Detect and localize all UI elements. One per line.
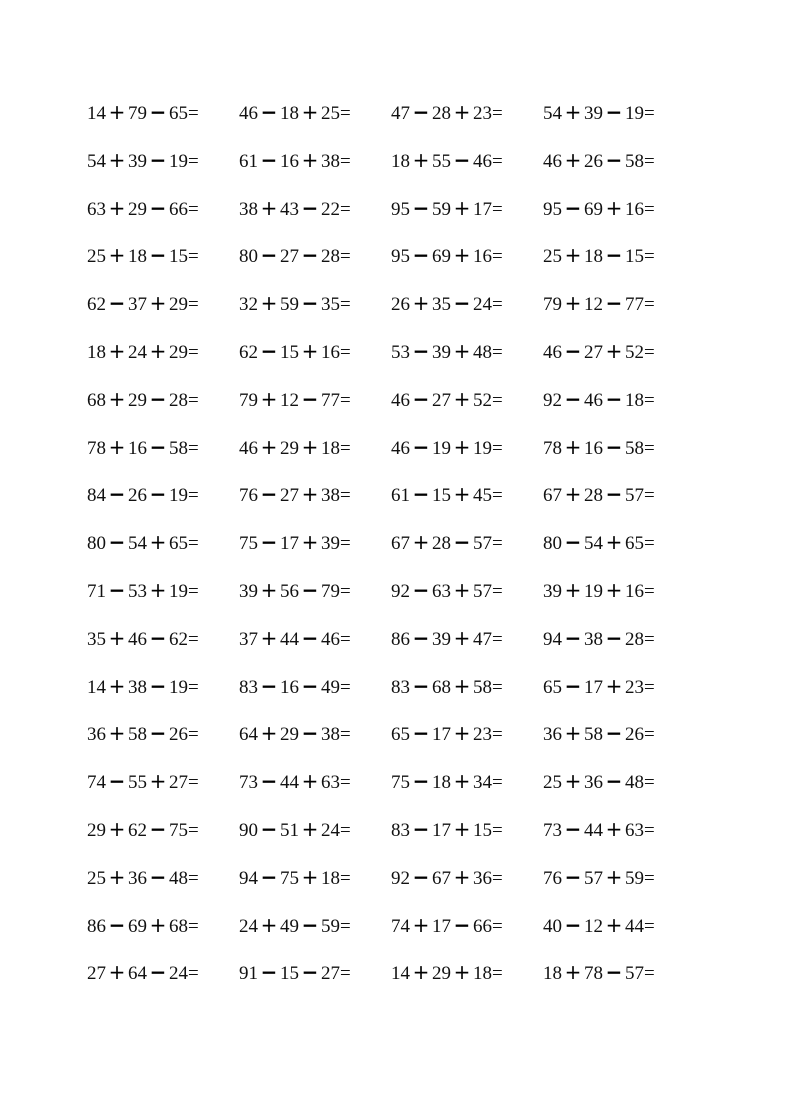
- arithmetic-problem: 25 + 36 − 48=: [543, 769, 655, 794]
- minus-sign: −: [605, 960, 623, 985]
- arithmetic-problem: 95 − 69 + 16=: [391, 243, 503, 268]
- arithmetic-problem: 53 − 39 + 48=: [391, 338, 503, 363]
- arithmetic-problem: 92 − 63 + 57=: [391, 577, 503, 602]
- minus-sign: −: [260, 960, 278, 985]
- plus-sign: +: [108, 864, 126, 889]
- minus-sign: −: [412, 721, 430, 746]
- plus-sign: +: [453, 577, 471, 602]
- arithmetic-problem: 29 + 62 − 75=: [87, 816, 199, 841]
- plus-sign: +: [260, 721, 278, 746]
- problem-row: [87, 98, 727, 146]
- plus-sign: +: [412, 960, 430, 985]
- plus-sign: +: [453, 100, 471, 124]
- plus-sign: +: [149, 530, 167, 555]
- plus-sign: +: [108, 960, 126, 985]
- problem-row: [87, 337, 727, 385]
- minus-sign: −: [149, 482, 167, 507]
- minus-sign: −: [605, 386, 623, 411]
- arithmetic-problem: 46 − 27 + 52=: [391, 386, 503, 411]
- minus-sign: −: [605, 482, 623, 507]
- minus-sign: −: [260, 530, 278, 555]
- plus-sign: +: [453, 386, 471, 411]
- arithmetic-problem: 92 − 67 + 36=: [391, 864, 503, 889]
- arithmetic-problem: 64 + 29 − 38=: [239, 721, 351, 746]
- arithmetic-problem: 78 + 16 − 58=: [543, 434, 655, 459]
- arithmetic-problem: 95 − 69 + 16=: [543, 195, 655, 220]
- arithmetic-problem: 80 − 27 − 28=: [239, 243, 351, 268]
- plus-sign: +: [301, 147, 319, 172]
- arithmetic-problem: 67 + 28 − 57=: [391, 530, 503, 555]
- minus-sign: −: [412, 482, 430, 507]
- arithmetic-problem: 78 + 16 − 58=: [87, 434, 199, 459]
- minus-sign: −: [301, 960, 319, 985]
- minus-sign: −: [260, 482, 278, 507]
- plus-sign: +: [260, 386, 278, 411]
- minus-sign: −: [605, 434, 623, 459]
- minus-sign: −: [412, 243, 430, 268]
- arithmetic-problem: 86 − 69 + 68=: [87, 912, 199, 937]
- plus-sign: +: [453, 434, 471, 459]
- arithmetic-problem: 46 − 18 + 25=: [239, 100, 351, 124]
- arithmetic-problem: 25 + 36 − 48=: [87, 864, 199, 889]
- plus-sign: +: [605, 195, 623, 220]
- arithmetic-problem: 18 + 24 + 29=: [87, 338, 199, 363]
- plus-sign: +: [605, 816, 623, 841]
- minus-sign: −: [149, 625, 167, 650]
- arithmetic-problem: 40 − 12 + 44=: [543, 912, 655, 937]
- problem-row: [87, 958, 727, 1006]
- plus-sign: +: [605, 864, 623, 889]
- arithmetic-problem: 79 + 12 − 77=: [543, 291, 655, 316]
- plus-sign: +: [412, 530, 430, 555]
- arithmetic-problem: 73 − 44 + 63=: [239, 769, 351, 794]
- problem-row: [87, 480, 727, 528]
- plus-sign: +: [260, 625, 278, 650]
- arithmetic-problem: 14 + 79 − 65=: [87, 100, 199, 124]
- problem-row: [87, 863, 727, 911]
- minus-sign: −: [301, 386, 319, 411]
- arithmetic-problem: 65 − 17 + 23=: [543, 673, 655, 698]
- minus-sign: −: [260, 769, 278, 794]
- plus-sign: +: [301, 769, 319, 794]
- minus-sign: −: [301, 291, 319, 316]
- arithmetic-problem: 38 + 43 − 22=: [239, 195, 351, 220]
- arithmetic-problem: 46 − 27 + 52=: [543, 338, 655, 363]
- minus-sign: −: [260, 243, 278, 268]
- plus-sign: +: [108, 195, 126, 220]
- arithmetic-problem: 76 − 57 + 59=: [543, 864, 655, 889]
- arithmetic-problem: 61 − 15 + 45=: [391, 482, 503, 507]
- minus-sign: −: [149, 147, 167, 172]
- plus-sign: +: [260, 577, 278, 602]
- arithmetic-problem: 36 + 58 − 26=: [87, 721, 199, 746]
- plus-sign: +: [564, 482, 582, 507]
- minus-sign: −: [412, 338, 430, 363]
- plus-sign: +: [453, 864, 471, 889]
- minus-sign: −: [412, 577, 430, 602]
- minus-sign: −: [149, 673, 167, 698]
- arithmetic-problem: 95 − 59 + 17=: [391, 195, 503, 220]
- plus-sign: +: [453, 673, 471, 698]
- problem-row: [87, 767, 727, 815]
- plus-sign: +: [453, 195, 471, 220]
- minus-sign: −: [149, 864, 167, 889]
- minus-sign: −: [260, 100, 278, 124]
- plus-sign: +: [564, 577, 582, 602]
- plus-sign: +: [564, 100, 582, 124]
- plus-sign: +: [260, 195, 278, 220]
- problem-row: [87, 194, 727, 242]
- minus-sign: −: [149, 100, 167, 124]
- arithmetic-problem: 75 − 18 + 34=: [391, 769, 503, 794]
- plus-sign: +: [453, 338, 471, 363]
- arithmetic-problem: 47 − 28 + 23=: [391, 100, 503, 124]
- minus-sign: −: [605, 769, 623, 794]
- plus-sign: +: [301, 434, 319, 459]
- arithmetic-problem: 74 − 55 + 27=: [87, 769, 199, 794]
- minus-sign: −: [260, 338, 278, 363]
- minus-sign: −: [412, 673, 430, 698]
- minus-sign: −: [605, 100, 623, 124]
- minus-sign: −: [301, 243, 319, 268]
- arithmetic-problem: 94 − 38 − 28=: [543, 625, 655, 650]
- minus-sign: −: [605, 625, 623, 650]
- minus-sign: −: [605, 291, 623, 316]
- plus-sign: +: [605, 338, 623, 363]
- problem-row: [87, 719, 727, 767]
- problem-row: [87, 433, 727, 481]
- arithmetic-problem: 80 − 54 + 65=: [87, 530, 199, 555]
- plus-sign: +: [149, 769, 167, 794]
- arithmetic-problem: 18 + 78 − 57=: [543, 960, 655, 985]
- problem-row: [87, 624, 727, 672]
- arithmetic-problem: 71 − 53 + 19=: [87, 577, 199, 602]
- minus-sign: −: [301, 625, 319, 650]
- plus-sign: +: [260, 291, 278, 316]
- minus-sign: −: [564, 530, 582, 555]
- plus-sign: +: [605, 530, 623, 555]
- arithmetic-problem: 62 − 15 + 16=: [239, 338, 351, 363]
- arithmetic-problem: 54 + 39 − 19=: [87, 147, 199, 172]
- arithmetic-problem: 62 − 37 + 29=: [87, 291, 199, 316]
- plus-sign: +: [301, 482, 319, 507]
- problem-row: [87, 815, 727, 863]
- arithmetic-problem: 73 − 44 + 63=: [543, 816, 655, 841]
- arithmetic-problem: 26 + 35 − 24=: [391, 291, 503, 316]
- arithmetic-problem: 79 + 12 − 77=: [239, 386, 351, 411]
- minus-sign: −: [412, 434, 430, 459]
- minus-sign: −: [453, 912, 471, 937]
- plus-sign: +: [108, 625, 126, 650]
- plus-sign: +: [605, 577, 623, 602]
- problem-row: [87, 241, 727, 289]
- minus-sign: −: [301, 577, 319, 602]
- arithmetic-problem: 14 + 38 − 19=: [87, 673, 199, 698]
- minus-sign: −: [108, 530, 126, 555]
- minus-sign: −: [260, 673, 278, 698]
- minus-sign: −: [412, 195, 430, 220]
- minus-sign: −: [301, 673, 319, 698]
- minus-sign: −: [301, 195, 319, 220]
- arithmetic-problem: 67 + 28 − 57=: [543, 482, 655, 507]
- plus-sign: +: [149, 912, 167, 937]
- arithmetic-problem: 74 + 17 − 66=: [391, 912, 503, 937]
- minus-sign: −: [412, 100, 430, 124]
- minus-sign: −: [149, 243, 167, 268]
- plus-sign: +: [108, 147, 126, 172]
- minus-sign: −: [260, 816, 278, 841]
- arithmetic-problem: 39 + 19 + 16=: [543, 577, 655, 602]
- arithmetic-problem: 54 + 39 − 19=: [543, 100, 655, 124]
- minus-sign: −: [149, 816, 167, 841]
- minus-sign: −: [301, 721, 319, 746]
- plus-sign: +: [605, 912, 623, 937]
- plus-sign: +: [412, 912, 430, 937]
- arithmetic-problem: 68 + 29 − 28=: [87, 386, 199, 411]
- plus-sign: +: [108, 386, 126, 411]
- arithmetic-problem: 46 + 26 − 58=: [543, 147, 655, 172]
- plus-sign: +: [108, 243, 126, 268]
- plus-sign: +: [108, 673, 126, 698]
- plus-sign: +: [564, 291, 582, 316]
- arithmetic-problem: 37 + 44 − 46=: [239, 625, 351, 650]
- problem-row: [87, 385, 727, 433]
- minus-sign: −: [260, 864, 278, 889]
- arithmetic-problem: 46 − 19 + 19=: [391, 434, 503, 459]
- minus-sign: −: [412, 816, 430, 841]
- plus-sign: +: [564, 243, 582, 268]
- plus-sign: +: [564, 769, 582, 794]
- plus-sign: +: [453, 769, 471, 794]
- arithmetic-problem: 46 + 29 + 18=: [239, 434, 351, 459]
- minus-sign: −: [412, 386, 430, 411]
- minus-sign: −: [564, 912, 582, 937]
- minus-sign: −: [412, 769, 430, 794]
- minus-sign: −: [564, 864, 582, 889]
- plus-sign: +: [149, 338, 167, 363]
- arithmetic-problem: 63 + 29 − 66=: [87, 195, 199, 220]
- arithmetic-problem: 94 − 75 + 18=: [239, 864, 351, 889]
- plus-sign: +: [108, 816, 126, 841]
- arithmetic-problem: 91 − 15 − 27=: [239, 960, 351, 985]
- plus-sign: +: [564, 960, 582, 985]
- arithmetic-problem: 83 − 17 + 15=: [391, 816, 503, 841]
- plus-sign: +: [108, 721, 126, 746]
- plus-sign: +: [301, 338, 319, 363]
- plus-sign: +: [108, 434, 126, 459]
- minus-sign: −: [149, 721, 167, 746]
- minus-sign: −: [564, 195, 582, 220]
- plus-sign: +: [149, 577, 167, 602]
- minus-sign: −: [564, 625, 582, 650]
- plus-sign: +: [453, 816, 471, 841]
- plus-sign: +: [564, 721, 582, 746]
- minus-sign: −: [412, 625, 430, 650]
- minus-sign: −: [301, 912, 319, 937]
- problem-grid: [87, 98, 727, 1006]
- minus-sign: −: [260, 147, 278, 172]
- arithmetic-problem: 36 + 58 − 26=: [543, 721, 655, 746]
- minus-sign: −: [108, 912, 126, 937]
- plus-sign: +: [301, 816, 319, 841]
- arithmetic-problem: 83 − 16 − 49=: [239, 673, 351, 698]
- minus-sign: −: [605, 147, 623, 172]
- problem-row: [87, 289, 727, 337]
- arithmetic-problem: 90 − 51 + 24=: [239, 816, 351, 841]
- arithmetic-problem: 39 + 56 − 79=: [239, 577, 351, 602]
- minus-sign: −: [564, 338, 582, 363]
- minus-sign: −: [564, 816, 582, 841]
- arithmetic-problem: 14 + 29 + 18=: [391, 960, 503, 985]
- arithmetic-problem: 61 − 16 + 38=: [239, 147, 351, 172]
- arithmetic-problem: 32 + 59 − 35=: [239, 291, 351, 316]
- minus-sign: −: [453, 147, 471, 172]
- plus-sign: +: [149, 291, 167, 316]
- arithmetic-problem: 35 + 46 − 62=: [87, 625, 199, 650]
- arithmetic-problem: 65 − 17 + 23=: [391, 721, 503, 746]
- arithmetic-problem: 18 + 55 − 46=: [391, 147, 503, 172]
- plus-sign: +: [564, 147, 582, 172]
- arithmetic-problem: 25 + 18 − 15=: [87, 243, 199, 268]
- plus-sign: +: [412, 291, 430, 316]
- arithmetic-problem: 76 − 27 + 38=: [239, 482, 351, 507]
- arithmetic-problem: 83 − 68 + 58=: [391, 673, 503, 698]
- arithmetic-problem: 92 − 46 − 18=: [543, 386, 655, 411]
- arithmetic-problem: 27 + 64 − 24=: [87, 960, 199, 985]
- arithmetic-problem: 86 − 39 + 47=: [391, 625, 503, 650]
- arithmetic-problem: 24 + 49 − 59=: [239, 912, 351, 937]
- problem-row: [87, 146, 727, 194]
- plus-sign: +: [453, 960, 471, 985]
- plus-sign: +: [301, 530, 319, 555]
- minus-sign: −: [453, 291, 471, 316]
- minus-sign: −: [605, 721, 623, 746]
- plus-sign: +: [453, 721, 471, 746]
- minus-sign: −: [605, 243, 623, 268]
- plus-sign: +: [260, 912, 278, 937]
- minus-sign: −: [149, 386, 167, 411]
- minus-sign: −: [149, 434, 167, 459]
- plus-sign: +: [453, 243, 471, 268]
- minus-sign: −: [108, 577, 126, 602]
- minus-sign: −: [149, 960, 167, 985]
- problem-row: [87, 576, 727, 624]
- minus-sign: −: [564, 673, 582, 698]
- arithmetic-problem: 80 − 54 + 65=: [543, 530, 655, 555]
- minus-sign: −: [453, 530, 471, 555]
- problem-row: [87, 528, 727, 576]
- plus-sign: +: [453, 625, 471, 650]
- plus-sign: +: [301, 864, 319, 889]
- minus-sign: −: [149, 195, 167, 220]
- minus-sign: −: [108, 769, 126, 794]
- problem-row: [87, 672, 727, 720]
- arithmetic-problem: 84 − 26 − 19=: [87, 482, 199, 507]
- plus-sign: +: [564, 434, 582, 459]
- minus-sign: −: [564, 386, 582, 411]
- plus-sign: +: [108, 100, 126, 124]
- plus-sign: +: [108, 338, 126, 363]
- minus-sign: −: [108, 482, 126, 507]
- arithmetic-problem: 75 − 17 + 39=: [239, 530, 351, 555]
- problem-row: [87, 911, 727, 959]
- plus-sign: +: [605, 673, 623, 698]
- plus-sign: +: [260, 434, 278, 459]
- minus-sign: −: [108, 291, 126, 316]
- plus-sign: +: [453, 482, 471, 507]
- arithmetic-problem: 25 + 18 − 15=: [543, 243, 655, 268]
- plus-sign: +: [412, 147, 430, 172]
- minus-sign: −: [412, 864, 430, 889]
- plus-sign: +: [301, 100, 319, 124]
